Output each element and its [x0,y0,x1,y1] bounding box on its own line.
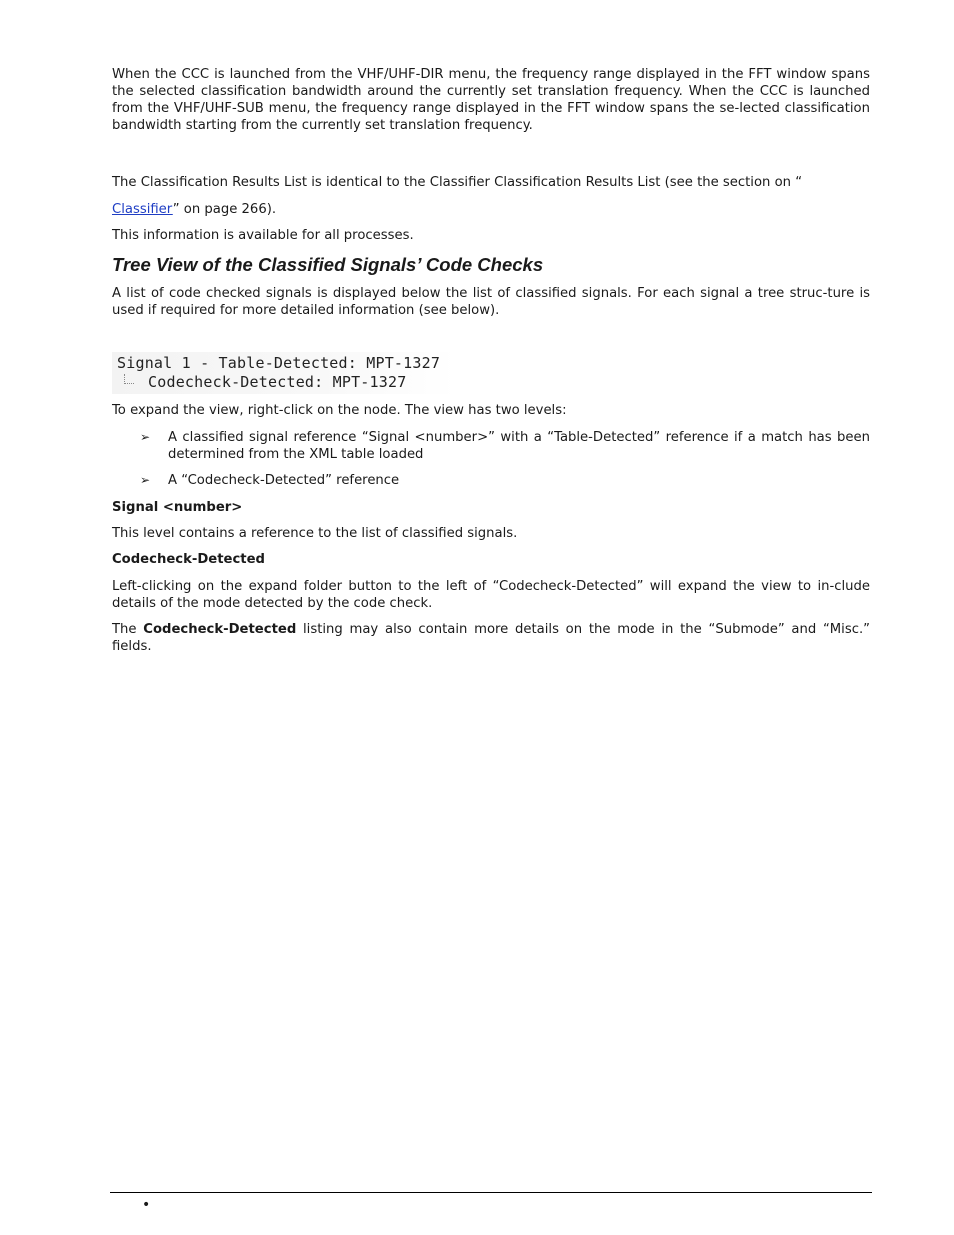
availability-paragraph: This information is available for all processes. [112,228,414,243]
listing-pre: The [112,622,144,637]
classifier-reference-paragraph [112,201,276,218]
list-item-text: A classified signal reference “Signal <number>” with a “Table-Detected” reference if a match has been determined from the XML table loaded [168,430,870,462]
codecheck-text: Left-clicking on the expand folder button to the left of “Codecheck-Detected” will expand the view to in-clude details of the mode detected by the code check. [112,579,870,611]
results-list-text: The Classification Results List is identical to the Classifier Classification Results List (see the section on “ [112,175,803,190]
tree-branch-connector [124,374,134,384]
listing-post: listing may also contain more details on the mode in the “Submode” and “Misc.” fields. [112,622,870,654]
signal-number-heading: Signal <number> [112,500,243,515]
arrow-bullet-icon: ➢ [140,473,151,487]
list-item-text: A “Codecheck-Detected” reference [168,473,400,488]
results-list-paragraph [112,174,802,191]
listing-bold: Codecheck-Detected [143,622,297,637]
footer-bullet: • [142,1197,151,1213]
signal-number-text: This level contains a reference to the list of classified signals. [112,526,518,541]
classifier-link[interactable]: Classifier [112,202,173,217]
list-item [112,472,870,489]
section-heading: Tree View of the Classified Signals’ Code Checks [112,254,544,275]
codecheck-listing-paragraph [112,621,870,655]
tree-node-signal: Signal 1 - Table-Detected: MPT-1327 [117,354,441,372]
tree-view-screenshot [112,352,457,394]
list-item [112,429,870,463]
codecheck-heading: Codecheck-Detected [112,552,265,567]
intro-paragraph: When the CCC is launched from the VHF/UHF-DIR menu, the frequency range displayed in the FFT window spans the selected classification bandwidth around the currently set translation frequency. When the CCC is launched from the VHF/UHF-SUB menu, the frequency range displayed in the FFT window spans the se-lected classification bandwidth starting from the currently set translation frequency. [112,67,870,133]
levels-list [112,429,870,498]
section-intro-paragraph: A list of code checked signals is displayed below the list of classified signals. For each signal a tree struc-ture is used if required for more detailed information (see below). [112,286,870,318]
arrow-bullet-icon: ➢ [140,430,151,444]
classifier-page-ref: ” on page 266). [172,202,277,217]
footer-divider [110,1192,872,1193]
tree-node-codecheck: Codecheck-Detected: MPT-1327 [148,373,407,391]
expand-instructions: To expand the view, right-click on the node. The view has two levels: [112,403,567,418]
